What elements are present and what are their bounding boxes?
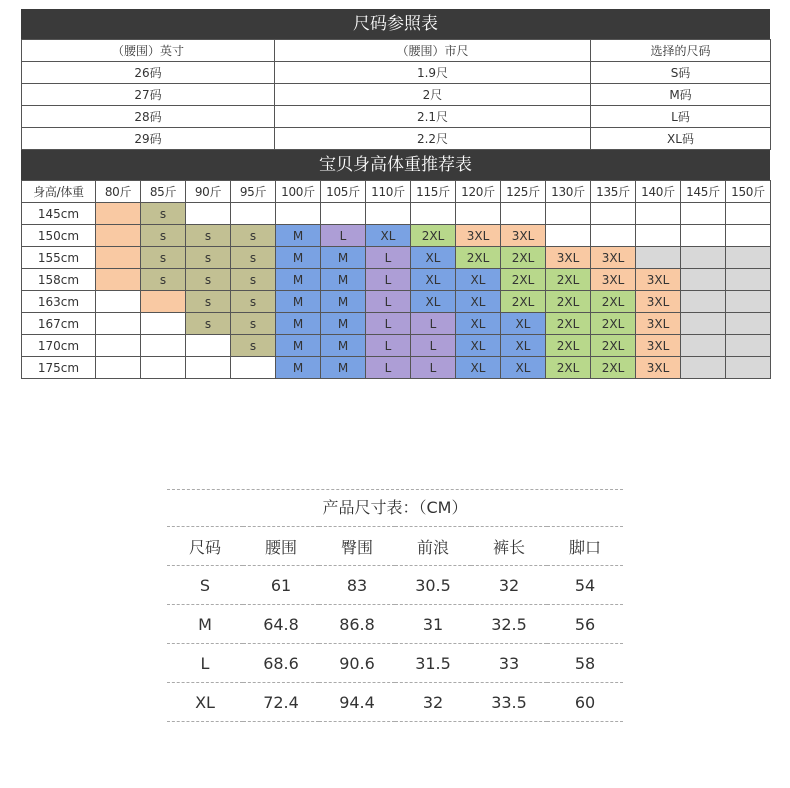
size-recommend-cell bbox=[141, 357, 186, 379]
size-recommend-cell: XL bbox=[411, 291, 456, 313]
product-size-header-cell: 脚口 bbox=[547, 527, 623, 566]
size-recommend-cell: XL bbox=[501, 335, 546, 357]
size-recommend-cell: s bbox=[141, 203, 186, 225]
size-recommend-cell: s bbox=[186, 225, 231, 247]
weight-header-cell: 150斤 bbox=[726, 181, 771, 203]
size-reference-cell: 28码 bbox=[22, 106, 275, 128]
weight-header-cell: 80斤 bbox=[96, 181, 141, 203]
size-recommend-cell: L bbox=[366, 357, 411, 379]
height-label: 170cm bbox=[22, 335, 96, 357]
size-recommend-cell: s bbox=[231, 335, 276, 357]
product-size-header-cell: 腰围 bbox=[243, 527, 319, 566]
size-recommend-cell bbox=[276, 203, 321, 225]
size-reference-cell: 29码 bbox=[22, 128, 275, 150]
size-reference-title: 尺码参照表 bbox=[21, 9, 770, 39]
size-recommend-cell: 3XL bbox=[591, 247, 636, 269]
size-recommend-cell: L bbox=[411, 357, 456, 379]
size-recommend-cell bbox=[681, 291, 726, 313]
size-recommend-cell: XL bbox=[411, 247, 456, 269]
weight-header-cell: 145斤 bbox=[681, 181, 726, 203]
size-recommend-cell bbox=[96, 225, 141, 247]
table-row bbox=[22, 269, 771, 291]
weight-header-cell: 105斤 bbox=[321, 181, 366, 203]
product-size-header-cell: 裤长 bbox=[471, 527, 547, 566]
size-reference-cell: 1.9尺 bbox=[275, 62, 591, 84]
size-recommend-cell: M bbox=[321, 335, 366, 357]
size-recommend-cell bbox=[96, 313, 141, 335]
height-label: 163cm bbox=[22, 291, 96, 313]
product-size-cell: 33 bbox=[471, 644, 547, 683]
table-row bbox=[167, 605, 623, 644]
table-row bbox=[22, 106, 771, 128]
size-recommend-cell bbox=[501, 203, 546, 225]
weight-header-cell: 135斤 bbox=[591, 181, 636, 203]
product-size-header-cell: 尺码 bbox=[167, 527, 243, 566]
product-size-header-cell: 臀围 bbox=[319, 527, 395, 566]
size-recommend-cell: M bbox=[321, 291, 366, 313]
size-recommend-cell bbox=[96, 291, 141, 313]
product-size-cell: 60 bbox=[547, 683, 623, 722]
size-recommend-cell bbox=[681, 269, 726, 291]
product-size-cell: 64.8 bbox=[243, 605, 319, 644]
size-recommend-cell: L bbox=[321, 225, 366, 247]
table-row bbox=[167, 644, 623, 683]
size-recommend-cell bbox=[681, 225, 726, 247]
weight-header-cell: 95斤 bbox=[231, 181, 276, 203]
weight-header-cell: 125斤 bbox=[501, 181, 546, 203]
size-recommend-cell bbox=[231, 203, 276, 225]
weight-header-cell: 90斤 bbox=[186, 181, 231, 203]
size-recommend-cell: L bbox=[411, 313, 456, 335]
size-recommend-cell bbox=[96, 335, 141, 357]
size-recommend-cell: M bbox=[276, 247, 321, 269]
product-size-cell: 32.5 bbox=[471, 605, 547, 644]
size-recommend-cell bbox=[141, 335, 186, 357]
size-recommend-cell bbox=[726, 291, 771, 313]
size-recommend-cell bbox=[141, 313, 186, 335]
size-recommend-cell: 3XL bbox=[636, 335, 681, 357]
size-recommend-cell: M bbox=[321, 357, 366, 379]
product-size-title: 产品尺寸表：（CM） bbox=[167, 489, 623, 526]
height-label: 158cm bbox=[22, 269, 96, 291]
size-recommend-cell bbox=[681, 335, 726, 357]
product-size-cell: 61 bbox=[243, 566, 319, 605]
size-recommend-cell bbox=[141, 291, 186, 313]
table-row bbox=[22, 357, 771, 379]
size-recommend-cell bbox=[456, 203, 501, 225]
size-recommend-cell: s bbox=[186, 291, 231, 313]
size-recommend-cell: XL bbox=[456, 335, 501, 357]
size-recommend-cell: M bbox=[276, 357, 321, 379]
product-size-cell: 32 bbox=[395, 683, 471, 722]
size-recommend-cell: L bbox=[366, 291, 411, 313]
size-recommend-cell: 3XL bbox=[501, 225, 546, 247]
size-recommend-cell: 2XL bbox=[501, 247, 546, 269]
size-recommend-cell: 2XL bbox=[591, 313, 636, 335]
size-recommend-cell bbox=[681, 313, 726, 335]
size-reference-table bbox=[21, 39, 771, 150]
size-recommend-cell bbox=[681, 247, 726, 269]
size-recommend-cell bbox=[726, 357, 771, 379]
size-recommend-cell: L bbox=[366, 313, 411, 335]
size-recommend-cell bbox=[636, 247, 681, 269]
size-recommend-cell: M bbox=[276, 225, 321, 247]
size-charts bbox=[21, 9, 770, 379]
size-recommend-cell bbox=[96, 203, 141, 225]
size-recommend-cell bbox=[411, 203, 456, 225]
height-label: 150cm bbox=[22, 225, 96, 247]
size-reference-cell: L码 bbox=[591, 106, 771, 128]
size-recommend-cell: XL bbox=[456, 291, 501, 313]
weight-header-cell: 115斤 bbox=[411, 181, 456, 203]
size-recommend-cell: s bbox=[141, 225, 186, 247]
product-size-cell: 83 bbox=[319, 566, 395, 605]
corner-label: 身高/体重 bbox=[22, 181, 96, 203]
size-recommend-cell: 2XL bbox=[546, 291, 591, 313]
size-recommend-cell: M bbox=[321, 269, 366, 291]
height-label: 145cm bbox=[22, 203, 96, 225]
size-recommend-cell: L bbox=[366, 269, 411, 291]
size-recommend-cell: s bbox=[141, 269, 186, 291]
table-row bbox=[22, 203, 771, 225]
size-reference-cell: M码 bbox=[591, 84, 771, 106]
size-recommend-cell: XL bbox=[411, 269, 456, 291]
size-recommend-cell bbox=[546, 203, 591, 225]
size-recommend-cell bbox=[321, 203, 366, 225]
size-recommend-cell: 2XL bbox=[591, 291, 636, 313]
table-row bbox=[22, 247, 771, 269]
size-recommend-cell: M bbox=[321, 247, 366, 269]
size-recommend-cell bbox=[726, 203, 771, 225]
size-recommend-cell: M bbox=[276, 335, 321, 357]
size-reference-cell: 26码 bbox=[22, 62, 275, 84]
size-recommend-cell bbox=[591, 225, 636, 247]
size-recommend-cell: L bbox=[366, 335, 411, 357]
size-recommend-cell: s bbox=[186, 247, 231, 269]
product-size-cell: 56 bbox=[547, 605, 623, 644]
size-reference-header-cell: （腰围）英寸 bbox=[22, 40, 275, 62]
product-size-cell: L bbox=[167, 644, 243, 683]
table-row bbox=[22, 62, 771, 84]
size-recommend-cell: s bbox=[231, 269, 276, 291]
size-recommend-cell bbox=[726, 335, 771, 357]
size-recommend-cell: XL bbox=[501, 313, 546, 335]
size-recommend-cell bbox=[366, 203, 411, 225]
size-reference-cell: 27码 bbox=[22, 84, 275, 106]
size-recommend-cell: 2XL bbox=[501, 269, 546, 291]
size-recommend-cell: 2XL bbox=[456, 247, 501, 269]
size-recommend-cell: s bbox=[231, 291, 276, 313]
size-recommend-cell: s bbox=[231, 225, 276, 247]
size-recommend-cell bbox=[96, 269, 141, 291]
product-size-header-cell: 前浪 bbox=[395, 527, 471, 566]
size-recommend-cell: M bbox=[276, 291, 321, 313]
size-recommend-cell bbox=[546, 225, 591, 247]
size-recommend-cell: s bbox=[186, 269, 231, 291]
size-recommend-cell bbox=[726, 247, 771, 269]
size-recommend-cell: M bbox=[321, 313, 366, 335]
weight-header-cell: 100斤 bbox=[276, 181, 321, 203]
product-size-cell: 31.5 bbox=[395, 644, 471, 683]
size-recommend-cell: L bbox=[411, 335, 456, 357]
product-size-cell: M bbox=[167, 605, 243, 644]
product-size-header bbox=[167, 527, 623, 566]
size-recommend-cell: 2XL bbox=[591, 357, 636, 379]
size-recommend-cell: s bbox=[231, 247, 276, 269]
size-recommend-cell: s bbox=[186, 313, 231, 335]
size-reference-cell: 2尺 bbox=[275, 84, 591, 106]
product-size-cell: 68.6 bbox=[243, 644, 319, 683]
size-recommend-cell bbox=[636, 203, 681, 225]
size-recommend-cell: 2XL bbox=[411, 225, 456, 247]
size-recommend-cell: L bbox=[366, 247, 411, 269]
size-recommend-cell: M bbox=[276, 313, 321, 335]
product-size-cell: 54 bbox=[547, 566, 623, 605]
table-row bbox=[22, 84, 771, 106]
weight-header-cell: 85斤 bbox=[141, 181, 186, 203]
size-recommend-cell: 2XL bbox=[546, 357, 591, 379]
size-recommend-cell: 2XL bbox=[546, 335, 591, 357]
table-row bbox=[22, 291, 771, 313]
size-recommend-cell: s bbox=[231, 313, 276, 335]
size-recommend-cell: 3XL bbox=[636, 313, 681, 335]
size-reference-header-cell: 选择的尺码 bbox=[591, 40, 771, 62]
product-size-cell: 72.4 bbox=[243, 683, 319, 722]
size-recommend-cell: 3XL bbox=[546, 247, 591, 269]
size-recommend-cell: XL bbox=[456, 357, 501, 379]
size-recommend-cell bbox=[186, 357, 231, 379]
weight-header-row bbox=[22, 181, 771, 203]
size-reference-header-cell: （腰围）市尺 bbox=[275, 40, 591, 62]
table-row bbox=[22, 128, 771, 150]
weight-header-cell: 120斤 bbox=[456, 181, 501, 203]
size-recommend-cell: 3XL bbox=[636, 269, 681, 291]
size-recommend-cell bbox=[96, 247, 141, 269]
weight-header-cell: 130斤 bbox=[546, 181, 591, 203]
product-size-table bbox=[167, 526, 623, 722]
size-recommend-cell bbox=[726, 225, 771, 247]
product-size-cell: XL bbox=[167, 683, 243, 722]
height-label: 155cm bbox=[22, 247, 96, 269]
size-recommend-cell bbox=[726, 313, 771, 335]
table-row bbox=[22, 335, 771, 357]
recommend-title: 宝贝身高体重推荐表 bbox=[21, 150, 770, 180]
size-recommend-cell bbox=[186, 203, 231, 225]
table-row bbox=[22, 225, 771, 247]
size-recommend-cell: 2XL bbox=[501, 291, 546, 313]
size-reference-cell: 2.1尺 bbox=[275, 106, 591, 128]
size-recommend-cell bbox=[681, 357, 726, 379]
size-recommend-cell: 3XL bbox=[591, 269, 636, 291]
table-row bbox=[167, 566, 623, 605]
size-recommend-cell bbox=[96, 357, 141, 379]
size-recommend-cell bbox=[636, 225, 681, 247]
product-size-cell: 90.6 bbox=[319, 644, 395, 683]
product-size-cell: 58 bbox=[547, 644, 623, 683]
size-recommend-cell: 2XL bbox=[546, 269, 591, 291]
size-recommend-cell: 3XL bbox=[636, 291, 681, 313]
size-recommend-cell: XL bbox=[501, 357, 546, 379]
size-recommend-cell bbox=[231, 357, 276, 379]
table-row bbox=[167, 683, 623, 722]
size-reference-header bbox=[22, 40, 771, 62]
weight-header-cell: 140斤 bbox=[636, 181, 681, 203]
product-size-cell: 31 bbox=[395, 605, 471, 644]
size-recommend-cell: M bbox=[276, 269, 321, 291]
table-row bbox=[22, 313, 771, 335]
size-recommend-cell bbox=[681, 203, 726, 225]
size-reference-cell: S码 bbox=[591, 62, 771, 84]
height-weight-table bbox=[21, 180, 771, 379]
size-recommend-cell: 3XL bbox=[636, 357, 681, 379]
size-recommend-cell: XL bbox=[456, 313, 501, 335]
size-recommend-cell: 3XL bbox=[456, 225, 501, 247]
size-recommend-cell bbox=[726, 269, 771, 291]
product-size-section bbox=[167, 489, 623, 722]
size-recommend-cell: s bbox=[141, 247, 186, 269]
size-recommend-cell: 2XL bbox=[546, 313, 591, 335]
size-recommend-cell: XL bbox=[456, 269, 501, 291]
product-size-cell: 30.5 bbox=[395, 566, 471, 605]
height-label: 167cm bbox=[22, 313, 96, 335]
size-reference-cell: 2.2尺 bbox=[275, 128, 591, 150]
size-reference-cell: XL码 bbox=[591, 128, 771, 150]
size-recommend-cell: XL bbox=[366, 225, 411, 247]
size-recommend-cell: 2XL bbox=[591, 335, 636, 357]
product-size-cell: 86.8 bbox=[319, 605, 395, 644]
product-size-cell: 94.4 bbox=[319, 683, 395, 722]
product-size-cell: 32 bbox=[471, 566, 547, 605]
product-size-cell: S bbox=[167, 566, 243, 605]
size-recommend-cell bbox=[186, 335, 231, 357]
size-recommend-cell bbox=[591, 203, 636, 225]
weight-header-cell: 110斤 bbox=[366, 181, 411, 203]
product-size-cell: 33.5 bbox=[471, 683, 547, 722]
height-label: 175cm bbox=[22, 357, 96, 379]
